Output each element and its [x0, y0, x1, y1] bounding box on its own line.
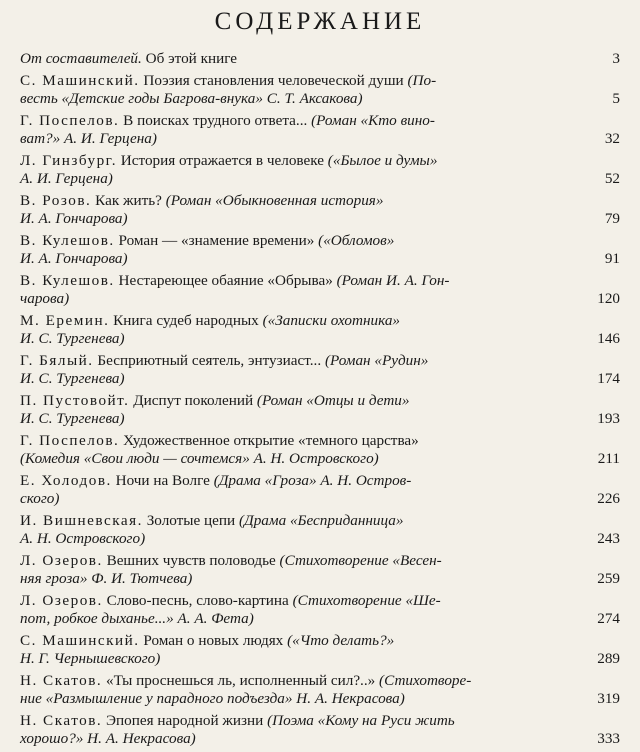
table-of-contents	[20, 50, 620, 752]
toc-entry	[20, 592, 620, 629]
toc-entry-line	[20, 192, 620, 210]
entry-source: И. А. Гончарова)	[20, 210, 128, 227]
toc-entry-line	[20, 330, 620, 348]
entry-source: Н. Г. Чернышевского)	[20, 650, 161, 667]
toc-entry	[20, 232, 620, 269]
entry-page-number: 226	[597, 490, 620, 507]
entry-author: В. Розов.	[20, 191, 92, 209]
entry-title: Слово-песнь, слово-картина	[102, 591, 293, 609]
entry-source: (Роман «Обыкновенная история»	[165, 191, 384, 209]
entry-page-number: 211	[597, 450, 620, 467]
toc-entry-line	[20, 152, 620, 170]
toc-entry-line	[20, 490, 620, 508]
toc-entry-line	[20, 472, 620, 490]
entry-source: И. А. Гончарова)	[20, 250, 128, 267]
entry-source: (По-	[407, 71, 437, 89]
toc-entry-line	[20, 530, 620, 548]
entry-page-number: 32	[604, 130, 620, 147]
entry-author: Л. Озеров.	[20, 551, 103, 569]
toc-entry-line	[20, 690, 620, 708]
entry-source: (Роман И. А. Гон-	[336, 271, 450, 289]
entry-source: няя гроза» Ф. И. Тютчева)	[20, 570, 193, 587]
toc-entry-line	[20, 112, 620, 130]
toc-entry-line	[20, 450, 620, 468]
toc-entry-line	[20, 432, 620, 450]
entry-source: (Драма «Бесприданница»	[238, 511, 404, 529]
entry-page-number: 79	[604, 210, 620, 227]
entry-author: Г. Поспелов.	[20, 111, 120, 129]
entry-page-number: 174	[597, 370, 620, 387]
entry-author: Л. Озеров.	[20, 591, 103, 609]
entry-page-number: 333	[597, 730, 620, 747]
entry-source: («Что делать?»	[287, 631, 395, 649]
entry-source: (Роман «Кто вино-	[311, 111, 435, 129]
entry-source: От составителей.	[20, 50, 142, 67]
entry-source: ват?» А. И. Герцена)	[20, 130, 157, 147]
toc-entry	[20, 112, 620, 149]
toc-entry-line	[20, 650, 620, 668]
page-title: СОДЕРЖАНИЕ	[214, 8, 426, 35]
toc-entry-line	[20, 570, 620, 588]
entry-source: («Обломов»	[318, 231, 395, 249]
toc-entry-line	[20, 290, 620, 308]
entry-source: И. С. Тургенева)	[20, 370, 125, 387]
entry-title: В поисках трудного ответа...	[119, 111, 312, 129]
entry-title: Роман — «знамение времени»	[114, 231, 319, 249]
entry-source: ние «Размышление у парадного подъезда» Н. А. Некрасова)	[20, 690, 405, 707]
entry-title: Об этой книге	[141, 50, 237, 67]
entry-page-number: 259	[597, 570, 620, 587]
entry-author: Н. Скатов.	[20, 671, 103, 689]
entry-source: хорошо?» Н. А. Некрасова)	[20, 730, 196, 747]
entry-source: (Стихотворе-	[379, 671, 472, 689]
toc-entry-line	[20, 552, 620, 570]
entry-author: В. Кулешов.	[20, 231, 115, 249]
toc-entry	[20, 512, 620, 549]
toc-entry	[20, 552, 620, 589]
entry-page-number: 91	[604, 250, 620, 267]
toc-entry	[20, 50, 620, 68]
entry-source: А. Н. Островского)	[20, 530, 146, 547]
entry-page-number: 5	[612, 90, 620, 107]
toc-entry-line	[20, 410, 620, 428]
toc-entry-line	[20, 632, 620, 650]
toc-entry-line	[20, 72, 620, 90]
entry-source: ского)	[20, 490, 60, 507]
entry-source: пот, робкое дыханье...» А. А. Фета)	[20, 610, 254, 627]
toc-entry	[20, 632, 620, 669]
toc-entry-line	[20, 272, 620, 290]
entry-author: С. Машинский.	[20, 71, 140, 89]
toc-entry-line	[20, 90, 620, 108]
entry-source: (Стихотворение «Ше-	[292, 591, 441, 609]
toc-entry-line	[20, 512, 620, 530]
toc-entry	[20, 272, 620, 309]
entry-title: Диспут поколений	[129, 391, 257, 409]
entry-title: Вешних чувств половодье	[102, 551, 280, 569]
entry-title: «Ты проснешься ль, исполненный сил?..»	[102, 671, 380, 689]
entry-source: (Стихотворение «Весен-	[279, 551, 442, 569]
toc-entry	[20, 472, 620, 509]
entry-author: Г. Поспелов.	[20, 431, 120, 449]
toc-entry	[20, 312, 620, 349]
entry-source: (Поэма «Кому на Руси жить	[267, 711, 455, 729]
entry-title: Золотые цепи	[142, 511, 239, 529]
entry-author: П. Пустовойт.	[20, 391, 130, 409]
entry-page-number: 289	[597, 650, 620, 667]
entry-page-number: 3	[612, 50, 620, 67]
entry-source: И. С. Тургенева)	[20, 410, 125, 427]
toc-entry-line	[20, 672, 620, 690]
toc-entry-line	[20, 210, 620, 228]
entry-author: Е. Холодов.	[20, 471, 112, 489]
entry-source: чарова)	[20, 290, 70, 307]
entry-title: Как жить?	[91, 191, 166, 209]
entry-page-number: 146	[597, 330, 620, 347]
entry-source: весть «Детские годы Багрова-внука» С. Т. Аксакова)	[20, 90, 363, 107]
entry-author: Н. Скатов.	[20, 711, 103, 729]
entry-author: И. Вишневская.	[20, 511, 143, 529]
toc-entry-line	[20, 592, 620, 610]
entry-title: Художественное открытие «темного царства»	[119, 431, 419, 449]
entry-page-number: 243	[597, 530, 620, 547]
entry-title: Поэзия становления человеческой души	[139, 71, 408, 89]
entry-source: (Роман «Отцы и дети»	[256, 391, 410, 409]
toc-entry	[20, 712, 620, 749]
toc-entry	[20, 72, 620, 109]
entry-page-number: 52	[604, 170, 620, 187]
toc-entry	[20, 672, 620, 709]
entry-source: («Записки охотника»	[262, 311, 401, 329]
toc-entry	[20, 432, 620, 469]
entry-page-number: 319	[597, 690, 620, 707]
toc-entry-line	[20, 50, 620, 68]
toc-entry-line	[20, 392, 620, 410]
toc-entry-line	[20, 170, 620, 188]
entry-author: Л. Гинзбург.	[20, 151, 117, 169]
entry-title: Ночи на Волге	[111, 471, 214, 489]
entry-title: Книга судеб народных	[109, 311, 263, 329]
entry-author: Г. Бялый.	[20, 351, 94, 369]
toc-entry	[20, 152, 620, 189]
toc-entry	[20, 352, 620, 389]
toc-entry-line	[20, 250, 620, 268]
entry-source: (Роман «Рудин»	[324, 351, 429, 369]
toc-entry-line	[20, 352, 620, 370]
entry-author: М. Еремин.	[20, 311, 110, 329]
entry-source: (Драма «Гроза» А. Н. Остров-	[213, 471, 412, 489]
entry-source: («Былое и думы»	[327, 151, 438, 169]
toc-entry-line	[20, 712, 620, 730]
entry-source: А. И. Герцена)	[20, 170, 113, 187]
entry-title: Роман о новых людях	[139, 631, 288, 649]
toc-entry-line	[20, 610, 620, 628]
entry-author: В. Кулешов.	[20, 271, 115, 289]
entry-source: (Комедия «Свои люди — сочтемся» А. Н. Островского)	[20, 450, 379, 467]
entry-page-number: 193	[597, 410, 620, 427]
toc-entry	[20, 192, 620, 229]
entry-page-number: 120	[597, 290, 620, 307]
entry-title: Бесприютный сеятель, энтузиаст...	[93, 351, 325, 369]
entry-title: История отражается в человеке	[117, 151, 328, 169]
entry-page-number: 274	[597, 610, 620, 627]
entry-title: Эпопея народной жизни	[102, 711, 268, 729]
entry-author: С. Машинский.	[20, 631, 140, 649]
toc-entry	[20, 392, 620, 429]
toc-entry-line	[20, 232, 620, 250]
entry-title: Нестареющее обаяние «Обрыва»	[114, 271, 337, 289]
toc-entry-line	[20, 730, 620, 748]
toc-entry-line	[20, 370, 620, 388]
toc-entry-line	[20, 312, 620, 330]
entry-source: И. С. Тургенева)	[20, 330, 125, 347]
toc-entry-line	[20, 130, 620, 148]
